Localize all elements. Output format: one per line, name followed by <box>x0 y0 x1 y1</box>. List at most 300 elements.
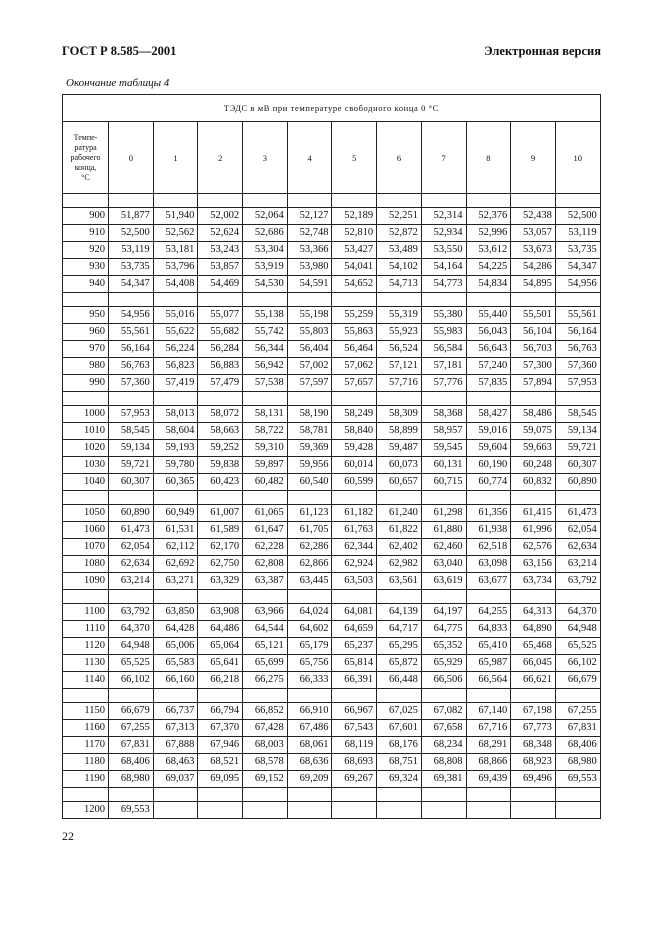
empty-cell <box>421 392 466 406</box>
temperature-cell: 1010 <box>63 423 109 440</box>
emf-value-cell: 62,692 <box>153 556 198 573</box>
emf-value-cell <box>198 802 243 819</box>
emf-value-cell: 59,487 <box>377 440 422 457</box>
emf-value-cell: 52,934 <box>421 225 466 242</box>
emf-value-cell: 68,980 <box>555 754 600 771</box>
empty-cell <box>153 194 198 208</box>
emf-value-cell: 67,025 <box>377 703 422 720</box>
emf-value-cell: 55,198 <box>287 307 332 324</box>
emf-value-cell: 68,578 <box>243 754 288 771</box>
emf-value-cell: 56,164 <box>109 341 154 358</box>
emf-value-cell: 53,119 <box>109 242 154 259</box>
emf-value-cell: 61,589 <box>198 522 243 539</box>
emf-value-cell: 69,381 <box>421 771 466 788</box>
emf-value-cell: 53,550 <box>421 242 466 259</box>
empty-cell <box>466 194 511 208</box>
table-row <box>63 505 601 522</box>
emf-value-cell: 61,182 <box>332 505 377 522</box>
emf-value-cell: 59,780 <box>153 457 198 474</box>
emf-value-cell: 53,980 <box>287 259 332 276</box>
column-header-row <box>63 122 601 194</box>
emf-value-cell: 52,127 <box>287 208 332 225</box>
emf-value-cell: 57,419 <box>153 375 198 392</box>
table-row <box>63 208 601 225</box>
emf-value-cell: 57,121 <box>377 358 422 375</box>
emf-value-cell: 61,298 <box>421 505 466 522</box>
table-row <box>63 242 601 259</box>
emf-value-cell: 56,224 <box>153 341 198 358</box>
table-row <box>63 638 601 655</box>
empty-cell <box>555 392 600 406</box>
empty-cell <box>198 689 243 703</box>
temperature-cell: 1090 <box>63 573 109 590</box>
emf-value-cell: 62,460 <box>421 539 466 556</box>
emf-value-cell: 54,652 <box>332 276 377 293</box>
empty-cell <box>421 194 466 208</box>
emf-value-cell: 65,064 <box>198 638 243 655</box>
emf-value-cell: 65,756 <box>287 655 332 672</box>
table-row <box>63 259 601 276</box>
empty-cell <box>63 293 109 307</box>
empty-cell <box>63 689 109 703</box>
emf-value-cell: 64,659 <box>332 621 377 638</box>
empty-cell <box>287 194 332 208</box>
emf-value-cell <box>421 802 466 819</box>
emf-value-cell: 58,309 <box>377 406 422 423</box>
emf-value-cell: 58,486 <box>511 406 556 423</box>
emf-value-cell: 58,957 <box>421 423 466 440</box>
empty-cell <box>63 590 109 604</box>
temperature-cell: 1200 <box>63 802 109 819</box>
emf-value-cell: 63,156 <box>511 556 556 573</box>
emf-value-cell: 63,792 <box>109 604 154 621</box>
emf-value-cell: 56,464 <box>332 341 377 358</box>
emf-value-cell: 53,489 <box>377 242 422 259</box>
emf-value-cell: 67,773 <box>511 720 556 737</box>
emf-value-cell: 69,439 <box>466 771 511 788</box>
emf-value-cell: 59,134 <box>109 440 154 457</box>
empty-cell <box>109 293 154 307</box>
emf-value-cell: 69,496 <box>511 771 556 788</box>
empty-cell <box>198 491 243 505</box>
emf-value-cell: 56,643 <box>466 341 511 358</box>
temperature-cell: 1080 <box>63 556 109 573</box>
emf-value-cell: 55,016 <box>153 307 198 324</box>
empty-cell <box>421 590 466 604</box>
temperature-cell: 1030 <box>63 457 109 474</box>
emf-value-cell: 67,313 <box>153 720 198 737</box>
emf-value-cell: 65,699 <box>243 655 288 672</box>
empty-cell <box>287 392 332 406</box>
emf-value-cell: 60,890 <box>555 474 600 491</box>
temperature-cell: 1170 <box>63 737 109 754</box>
emf-value-cell: 60,248 <box>511 457 556 474</box>
temp-header-line: рабочего <box>70 152 101 162</box>
temperature-cell: 1160 <box>63 720 109 737</box>
table-row <box>63 324 601 341</box>
column-header: 10 <box>555 122 600 194</box>
emf-value-cell: 52,251 <box>377 208 422 225</box>
emf-value-cell: 65,237 <box>332 638 377 655</box>
emf-value-cell: 55,380 <box>421 307 466 324</box>
emf-value-cell: 68,866 <box>466 754 511 771</box>
emf-value-cell: 61,938 <box>466 522 511 539</box>
emf-value-cell: 68,348 <box>511 737 556 754</box>
emf-value-cell: 53,919 <box>243 259 288 276</box>
column-header: 7 <box>421 122 466 194</box>
emf-value-cell: 61,822 <box>377 522 422 539</box>
empty-cell <box>153 392 198 406</box>
emf-value-cell: 62,866 <box>287 556 332 573</box>
emf-value-cell: 58,131 <box>243 406 288 423</box>
emf-value-cell: 56,703 <box>511 341 556 358</box>
empty-cell <box>332 788 377 802</box>
emf-value-cell: 68,693 <box>332 754 377 771</box>
temperature-cell: 1130 <box>63 655 109 672</box>
emf-value-cell: 56,763 <box>555 341 600 358</box>
empty-cell <box>421 293 466 307</box>
emf-value-cell: 67,888 <box>153 737 198 754</box>
emf-value-cell: 69,553 <box>109 802 154 819</box>
emf-value-cell: 68,923 <box>511 754 556 771</box>
table-row <box>63 276 601 293</box>
empty-cell <box>421 689 466 703</box>
emf-value-cell: 55,863 <box>332 324 377 341</box>
emf-value-cell: 56,284 <box>198 341 243 358</box>
emf-value-cell: 58,545 <box>555 406 600 423</box>
table-row <box>63 754 601 771</box>
emf-value-cell: 59,838 <box>198 457 243 474</box>
emf-value-cell: 64,948 <box>555 621 600 638</box>
temperature-cell: 1020 <box>63 440 109 457</box>
emf-value-cell: 69,037 <box>153 771 198 788</box>
emf-value-cell: 68,291 <box>466 737 511 754</box>
emf-value-cell: 55,682 <box>198 324 243 341</box>
emf-value-cell: 59,604 <box>466 440 511 457</box>
emf-value-cell: 54,164 <box>421 259 466 276</box>
emf-value-cell: 60,131 <box>421 457 466 474</box>
empty-cell <box>466 293 511 307</box>
emf-value-cell: 53,366 <box>287 242 332 259</box>
emf-value-cell: 60,423 <box>198 474 243 491</box>
emf-value-cell: 68,521 <box>198 754 243 771</box>
empty-cell <box>243 689 288 703</box>
emf-value-cell: 64,370 <box>109 621 154 638</box>
table-row <box>63 375 601 392</box>
emf-value-cell: 54,895 <box>511 276 556 293</box>
emf-value-cell: 64,602 <box>287 621 332 638</box>
emf-value-cell: 63,850 <box>153 604 198 621</box>
emf-value-cell: 69,152 <box>243 771 288 788</box>
emf-value-cell: 55,561 <box>555 307 600 324</box>
empty-cell <box>466 788 511 802</box>
table-row <box>63 440 601 457</box>
emf-value-cell: 55,077 <box>198 307 243 324</box>
empty-cell <box>377 293 422 307</box>
emf-value-cell: 52,562 <box>153 225 198 242</box>
empty-cell <box>377 392 422 406</box>
emf-value-cell: 63,271 <box>153 573 198 590</box>
emf-value-cell: 58,781 <box>287 423 332 440</box>
emf-value-cell: 63,214 <box>109 573 154 590</box>
column-header: 8 <box>466 122 511 194</box>
separator-row <box>63 392 601 406</box>
emf-value-cell: 57,776 <box>421 375 466 392</box>
emf-value-cell: 51,877 <box>109 208 154 225</box>
empty-cell <box>511 293 556 307</box>
emf-value-cell: 65,295 <box>377 638 422 655</box>
emf-value-cell: 66,448 <box>377 672 422 689</box>
empty-cell <box>153 788 198 802</box>
emf-value-cell: 64,948 <box>109 638 154 655</box>
emf-value-cell: 62,634 <box>109 556 154 573</box>
emf-value-cell: 59,193 <box>153 440 198 457</box>
emf-value-cell: 61,763 <box>332 522 377 539</box>
table-row <box>63 737 601 754</box>
emf-value-cell: 58,072 <box>198 406 243 423</box>
table-row <box>63 341 601 358</box>
emf-value-cell: 64,775 <box>421 621 466 638</box>
temperature-cell: 1140 <box>63 672 109 689</box>
empty-cell <box>287 491 332 505</box>
emf-value-cell: 67,658 <box>421 720 466 737</box>
emf-value-cell: 56,344 <box>243 341 288 358</box>
empty-cell <box>511 194 556 208</box>
emf-value-cell: 59,956 <box>287 457 332 474</box>
emf-value-cell: 66,102 <box>109 672 154 689</box>
emf-value-cell: 55,803 <box>287 324 332 341</box>
table-row <box>63 771 601 788</box>
empty-cell <box>377 590 422 604</box>
emf-value-cell: 59,252 <box>198 440 243 457</box>
emf-value-cell: 64,197 <box>421 604 466 621</box>
table-row <box>63 307 601 324</box>
empty-cell <box>555 788 600 802</box>
emf-value-cell: 63,734 <box>511 573 556 590</box>
empty-cell <box>511 590 556 604</box>
emf-value-cell: 62,054 <box>109 539 154 556</box>
emf-value-cell: 53,304 <box>243 242 288 259</box>
empty-cell <box>243 788 288 802</box>
emf-value-cell: 57,002 <box>287 358 332 375</box>
emf-value-cell: 55,138 <box>243 307 288 324</box>
emf-value-cell <box>377 802 422 819</box>
emf-value-cell: 65,179 <box>287 638 332 655</box>
emf-value-cell: 63,040 <box>421 556 466 573</box>
emf-value-cell: 58,545 <box>109 423 154 440</box>
emf-value-cell: 67,831 <box>109 737 154 754</box>
emf-value-cell: 67,601 <box>377 720 422 737</box>
temperature-cell: 1000 <box>63 406 109 423</box>
emf-value-cell: 67,831 <box>555 720 600 737</box>
emf-value-cell: 56,104 <box>511 324 556 341</box>
emf-value-cell: 62,228 <box>243 539 288 556</box>
emf-value-cell: 66,506 <box>421 672 466 689</box>
emf-value-cell: 69,267 <box>332 771 377 788</box>
emf-value-cell: 51,940 <box>153 208 198 225</box>
empty-cell <box>109 590 154 604</box>
emf-value-cell: 64,833 <box>466 621 511 638</box>
empty-cell <box>332 689 377 703</box>
emf-value-cell: 60,774 <box>466 474 511 491</box>
empty-cell <box>63 491 109 505</box>
table-row <box>63 621 601 638</box>
emf-value-cell: 58,899 <box>377 423 422 440</box>
emf-value-cell: 66,679 <box>555 672 600 689</box>
emf-value-cell: 58,249 <box>332 406 377 423</box>
table-row <box>63 522 601 539</box>
emf-value-cell: 68,061 <box>287 737 332 754</box>
temperature-cell: 1060 <box>63 522 109 539</box>
empty-cell <box>555 590 600 604</box>
emf-value-cell: 58,722 <box>243 423 288 440</box>
temperature-cell: 1100 <box>63 604 109 621</box>
emf-value-cell: 61,415 <box>511 505 556 522</box>
emf-value-cell: 55,440 <box>466 307 511 324</box>
emf-value-cell: 66,910 <box>287 703 332 720</box>
emf-value-cell: 60,540 <box>287 474 332 491</box>
emf-value-cell: 68,808 <box>421 754 466 771</box>
emf-value-cell: 67,255 <box>555 703 600 720</box>
temperature-cell: 1180 <box>63 754 109 771</box>
empty-cell <box>243 392 288 406</box>
emf-value-cell: 59,134 <box>555 423 600 440</box>
emf-value-cell: 59,545 <box>421 440 466 457</box>
emf-value-cell: 66,564 <box>466 672 511 689</box>
emf-value-cell: 67,486 <box>287 720 332 737</box>
empty-cell <box>109 491 154 505</box>
emf-value-cell: 64,313 <box>511 604 556 621</box>
empty-cell <box>511 689 556 703</box>
emf-value-cell: 54,347 <box>555 259 600 276</box>
emf-value-cell: 65,468 <box>511 638 556 655</box>
emf-value-cell: 64,486 <box>198 621 243 638</box>
empty-cell <box>153 689 198 703</box>
standard-code: ГОСТ Р 8.585—2001 <box>62 44 177 58</box>
emf-value-cell: 65,410 <box>466 638 511 655</box>
emf-value-cell: 63,214 <box>555 556 600 573</box>
emf-value-cell: 59,075 <box>511 423 556 440</box>
emf-value-cell: 54,956 <box>109 307 154 324</box>
emf-value-cell: 52,314 <box>421 208 466 225</box>
emf-value-cell: 58,840 <box>332 423 377 440</box>
emf-value-cell: 60,073 <box>377 457 422 474</box>
empty-cell <box>198 788 243 802</box>
temperature-cell: 1190 <box>63 771 109 788</box>
emf-value-cell: 54,102 <box>377 259 422 276</box>
emf-value-cell: 52,996 <box>466 225 511 242</box>
emf-value-cell: 66,621 <box>511 672 556 689</box>
empty-cell <box>555 689 600 703</box>
empty-cell <box>377 689 422 703</box>
table-row <box>63 720 601 737</box>
emf-value-cell: 52,624 <box>198 225 243 242</box>
emf-value-cell: 56,164 <box>555 324 600 341</box>
table-row <box>63 556 601 573</box>
empty-cell <box>332 194 377 208</box>
empty-cell <box>109 194 154 208</box>
emf-value-cell: 64,890 <box>511 621 556 638</box>
emf-value-cell: 55,983 <box>421 324 466 341</box>
table-row <box>63 358 601 375</box>
emf-value-cell: 62,924 <box>332 556 377 573</box>
empty-cell <box>511 392 556 406</box>
emf-value-cell: 65,929 <box>421 655 466 672</box>
table-row <box>63 604 601 621</box>
emf-value-cell: 68,234 <box>421 737 466 754</box>
temperature-cell: 970 <box>63 341 109 358</box>
emf-value-cell: 58,013 <box>153 406 198 423</box>
empty-cell <box>243 590 288 604</box>
emf-value-cell: 65,121 <box>243 638 288 655</box>
empty-cell <box>377 194 422 208</box>
emf-value-cell: 60,307 <box>555 457 600 474</box>
emf-value-cell: 61,531 <box>153 522 198 539</box>
separator-row <box>63 590 601 604</box>
temp-header-line: ратура <box>74 142 97 152</box>
emf-value-cell: 57,835 <box>466 375 511 392</box>
emf-value-cell: 53,057 <box>511 225 556 242</box>
column-header: 9 <box>511 122 556 194</box>
emf-value-cell: 59,310 <box>243 440 288 457</box>
temperature-cell: 1150 <box>63 703 109 720</box>
emf-value-cell: 62,402 <box>377 539 422 556</box>
table-row <box>63 474 601 491</box>
emf-value-cell: 57,360 <box>109 375 154 392</box>
emf-value-cell: 52,438 <box>511 208 556 225</box>
thermo-emf-table <box>62 94 601 819</box>
emf-value-cell: 57,360 <box>555 358 600 375</box>
empty-cell <box>511 788 556 802</box>
temperature-cell: 960 <box>63 324 109 341</box>
emf-value-cell: 62,286 <box>287 539 332 556</box>
emf-value-cell: 57,953 <box>109 406 154 423</box>
emf-value-cell: 57,597 <box>287 375 332 392</box>
emf-value-cell: 66,794 <box>198 703 243 720</box>
emf-value-cell: 66,852 <box>243 703 288 720</box>
empty-cell <box>466 392 511 406</box>
emf-value-cell: 65,641 <box>198 655 243 672</box>
emf-value-cell: 57,181 <box>421 358 466 375</box>
emf-value-cell: 59,016 <box>466 423 511 440</box>
emf-value-cell: 56,823 <box>153 358 198 375</box>
emf-value-cell <box>153 802 198 819</box>
emf-value-cell: 66,679 <box>109 703 154 720</box>
emf-value-cell: 57,300 <box>511 358 556 375</box>
emf-value-cell: 53,243 <box>198 242 243 259</box>
empty-cell <box>466 590 511 604</box>
emf-value-cell: 56,404 <box>287 341 332 358</box>
emf-value-cell: 65,814 <box>332 655 377 672</box>
emf-value-cell: 67,082 <box>421 703 466 720</box>
separator-row <box>63 788 601 802</box>
emf-value-cell: 63,387 <box>243 573 288 590</box>
emf-value-cell: 66,737 <box>153 703 198 720</box>
empty-cell <box>555 194 600 208</box>
emf-value-cell <box>243 802 288 819</box>
emf-value-cell: 63,677 <box>466 573 511 590</box>
emf-value-cell: 57,062 <box>332 358 377 375</box>
empty-cell <box>421 788 466 802</box>
emf-value-cell: 64,428 <box>153 621 198 638</box>
emf-value-cell: 61,123 <box>287 505 332 522</box>
emf-value-cell: 66,333 <box>287 672 332 689</box>
emf-value-cell: 56,043 <box>466 324 511 341</box>
empty-cell <box>287 689 332 703</box>
table-row <box>63 406 601 423</box>
emf-value-cell: 54,773 <box>421 276 466 293</box>
emf-value-cell: 68,751 <box>377 754 422 771</box>
